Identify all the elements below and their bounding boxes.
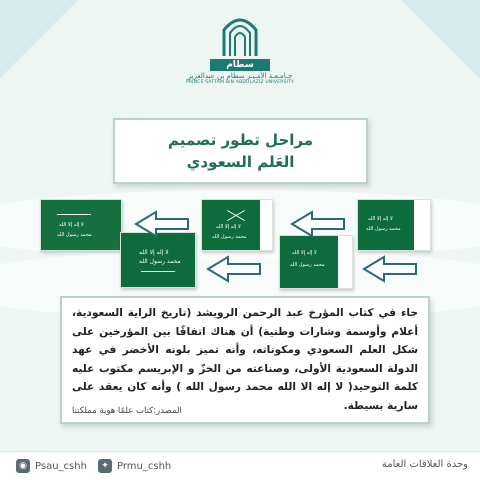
university-logo bbox=[180, 12, 300, 92]
flag-script-line-1: لا إله إلا الله bbox=[292, 250, 317, 256]
department-label: وحدة العلاقات العامة bbox=[381, 459, 468, 470]
title-line-2: العَلم السعودي bbox=[186, 153, 295, 171]
university-emblem-icon bbox=[218, 12, 262, 58]
source-citation: المصدر:كتاب علمًا هوية مملكتنا bbox=[72, 406, 182, 416]
flag-script-line-2: محمد رسول الله bbox=[57, 232, 92, 238]
corner-decoration bbox=[0, 0, 80, 80]
left-arrow-icon bbox=[362, 255, 418, 283]
flag-script-line-1: لا إله إلا الله bbox=[216, 224, 241, 230]
snapchat-label: Psau_cshh bbox=[35, 460, 87, 472]
corner-decoration bbox=[400, 0, 480, 80]
description-text: جاء في كتاب المؤرخ عبد الرحمن الرويشد (تاريخ الراية السعودية، أعلام وأوسمة وشارات وطنية) أن هناك اتفاقًا بين المؤرخين على شكل العلم السعودي ومكوناته، وأنه تميز بلونه الأخضر في عهد الدولة السعودية الأولى، وصناعته من الخزّ و الإبريسم مكتوب عليه كلمة التوحيد( لا إله الا الله محمد رسول الله ) وأنه كان يعقد على سارية بسيطة. bbox=[72, 307, 418, 412]
title-card bbox=[113, 118, 368, 184]
left-arrow-icon bbox=[134, 210, 190, 238]
twitter-handle[interactable] bbox=[98, 459, 171, 473]
twitter-icon: ✦ bbox=[98, 459, 112, 473]
twitter-label: Prmu_cshh bbox=[117, 460, 172, 472]
footer bbox=[0, 451, 480, 480]
flag-script-line-2: محمد رسول الله bbox=[366, 226, 401, 232]
flag-white-band bbox=[338, 236, 352, 288]
flag-script-line-2: محمد رسول الله bbox=[212, 234, 247, 240]
description-card bbox=[60, 296, 430, 424]
snapchat-icon: ◉ bbox=[16, 459, 30, 473]
title-line-1: مراحل تطور تصميم bbox=[167, 131, 314, 149]
left-arrow-icon bbox=[290, 210, 346, 238]
flag-stage-2 bbox=[201, 199, 273, 251]
flag-stage-5 bbox=[120, 232, 196, 288]
logo-name-en: PRINCE SATTAM BIN ABDULAZIZ UNIVERSITY bbox=[185, 80, 295, 85]
flag-stage-3 bbox=[40, 199, 122, 251]
flag-stage-1 bbox=[357, 199, 431, 251]
flag-script-line-1: لا إله إلا الله bbox=[368, 216, 393, 222]
flag-white-band bbox=[414, 200, 430, 250]
flag-white-band bbox=[260, 200, 272, 250]
sword-icon bbox=[57, 214, 91, 215]
logo-mark-text: سطام bbox=[210, 59, 270, 71]
left-arrow-icon bbox=[206, 255, 262, 283]
flag-script-line-2: محمد رسول الله bbox=[139, 258, 181, 265]
snapchat-handle[interactable] bbox=[16, 459, 87, 473]
flag-script-line-1: لا إله إلا الله bbox=[139, 249, 169, 256]
flag-script-line-2: محمد رسول الله bbox=[290, 262, 325, 268]
sword-icon bbox=[141, 271, 175, 272]
logo-name-ar: جـامـعـة الأمـيـر سطام بن عبدالعزيز bbox=[187, 72, 293, 80]
flag-script-line-1: لا إله إلا الله bbox=[59, 222, 84, 228]
flag-stage-4 bbox=[279, 235, 353, 289]
